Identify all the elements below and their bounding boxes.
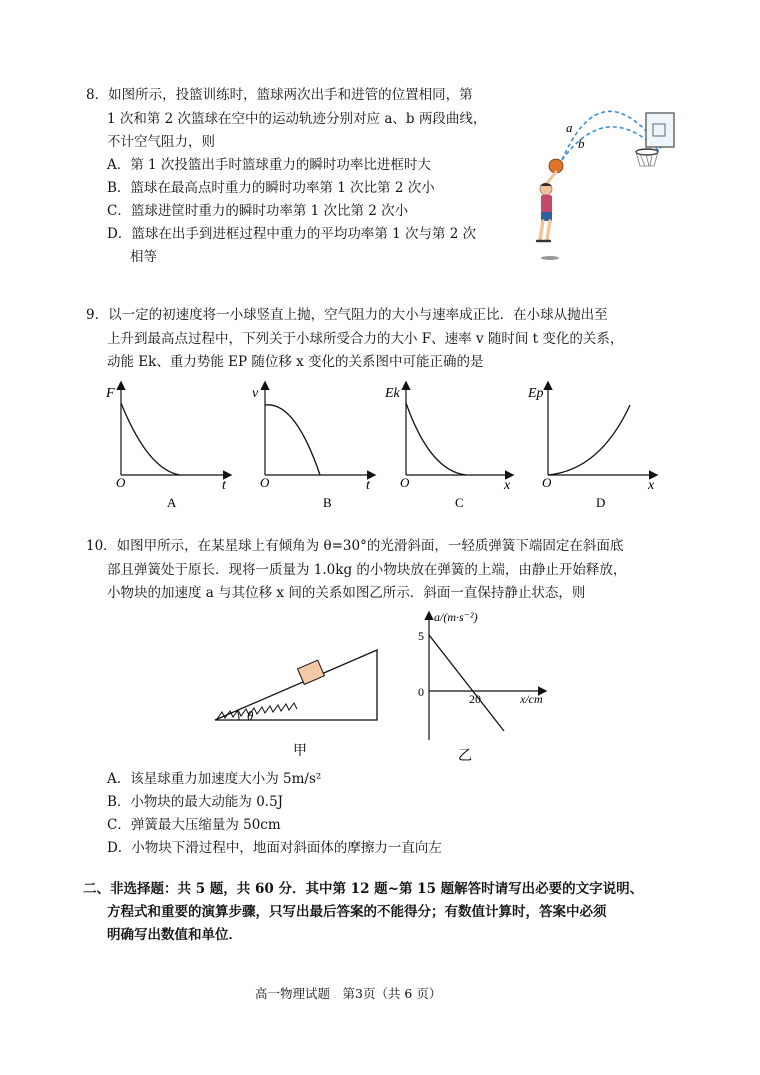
figure-jia-label: 甲 (293, 744, 307, 759)
theta-label: θ (247, 708, 254, 723)
q10-option-d: D．小物块下滑过程中，地面对斜面体的摩擦力一直向左 (107, 840, 442, 856)
q10-option-b: B．小物块的最大动能为 0.5J (107, 794, 284, 810)
curve-b (265, 405, 320, 475)
graph-d-origin: O (542, 475, 552, 490)
q10-option-c: C．弹簧最大压缩量为 50cm (107, 817, 281, 833)
spring (217, 703, 297, 719)
graph-a-option: A (167, 495, 177, 510)
graph-d-option: D (596, 495, 606, 510)
graph-yi-origin: 0 (418, 685, 424, 699)
q10-option-a: A．该星球重力加速度大小为 5m/s² (107, 771, 322, 787)
figure-yi-graph (412, 605, 572, 770)
curve-a (121, 403, 180, 475)
label-a: a (566, 120, 573, 135)
graph-yi-ytick: 5 (418, 629, 424, 643)
block (298, 660, 325, 684)
curve-d (548, 405, 630, 475)
graph-b-option: B (323, 495, 332, 510)
graph-a-origin: O (116, 475, 126, 490)
q8-option-a: A．第 1 次投篮出手时篮球重力的瞬时功率比进框时大 (107, 157, 431, 173)
graph-b (252, 383, 374, 510)
shadow (541, 256, 559, 260)
curve-c (406, 403, 466, 475)
q8-option-c: C．篮球进筐时重力的瞬时功率第 1 次比第 2 次小 (107, 203, 409, 219)
graph-b-xlabel: t (366, 478, 370, 493)
graph-d-xlabel: x (648, 478, 655, 493)
q8-line-2: 1 次和第 2 次篮球在空中的运动轨迹分别对应 a、b 两段曲线， (107, 111, 487, 127)
q10-line-2: 部且弹簧处于原长．现将一质量为 1.0kg 的小物块放在弹簧的上端，由静止开始释放， (107, 562, 627, 578)
q8-line-3: 不计空气阻力，则 (107, 134, 215, 150)
section2-line-3: 明确写出数值和单位． (107, 927, 242, 943)
graph-d-ylabel: Ep (528, 386, 544, 401)
q10-line-1: 10．如图甲所示，在某星球上有倾角为 θ=30°的光滑斜面，一轻质弹簧下端固定在斜面底 (86, 538, 624, 554)
graph-a-xlabel: t (222, 478, 226, 493)
graph-c-origin: O (400, 475, 410, 490)
graph-yi-xtick: 20 (469, 692, 481, 706)
graph-b-ylabel: v (252, 386, 259, 401)
graph-c-xlabel: x (504, 478, 511, 493)
backboard (646, 113, 674, 147)
graph-a-ylabel: F (106, 386, 115, 401)
q9-line-2: 上升到最高点过程中，下列关于小球所受合力的大小 F、速率 v 随时间 t 变化的关系， (107, 331, 624, 347)
graph-a (105, 383, 230, 510)
page-footer: 高一物理试题 第3页（共 6 页） (255, 986, 442, 1001)
player (537, 172, 556, 241)
graph-d (527, 383, 656, 510)
q10-line-3: 小物块的加速度 a 与其位移 x 间的关系如图乙所示．斜面一直保持静止状态，则 (107, 585, 586, 601)
a-x-line (429, 635, 504, 731)
section2-line-2: 方程式和重要的演算步骤，只写出最后答案的不能得分；有数值计算时，答案中必须 (107, 904, 607, 920)
q8-option-d: D．篮球在出手到进框过程中重力的平均功率第 1 次与第 2 次 (107, 226, 477, 242)
label-b: b (578, 136, 585, 151)
graph-b-origin: O (260, 475, 270, 490)
graph-yi-ylabel: a/(m·s⁻²) (434, 610, 478, 624)
q8-line-1: 8．如图所示，投篮训练时，篮球两次出手和进管的位置相同，第 (86, 87, 473, 103)
graph-c-ylabel: Ek (385, 386, 400, 401)
section2-line-1: 二、非选择题：共 5 题，共 60 分．其中第 12 题~第 15 题解答时请写出必要的文字说明、 (83, 881, 644, 897)
hoop (636, 149, 658, 155)
q8-option-b: B．篮球在最高点时重力的瞬时功率第 1 次比第 2 次小 (107, 180, 435, 196)
basketball-figure (522, 88, 702, 263)
figure-jia-incline (205, 640, 385, 760)
graph-yi-xlabel: x/cm (520, 692, 543, 706)
graph-c (384, 383, 512, 510)
q8-option-d-cont: 相等 (130, 249, 157, 265)
graph-c-option: C (455, 495, 464, 510)
q9-line-3: 动能 Ek、重力势能 EP 随位移 x 变化的关系图中可能正确的是 (107, 354, 484, 370)
figure-yi-label: 乙 (458, 749, 472, 764)
incline (215, 650, 377, 720)
q9-graphs (100, 375, 680, 515)
q9-line-1: 9．以一定的初速度将一小球竖直上抛，空气阻力的大小与速率成正比．在小球从抛出至 (86, 307, 608, 323)
